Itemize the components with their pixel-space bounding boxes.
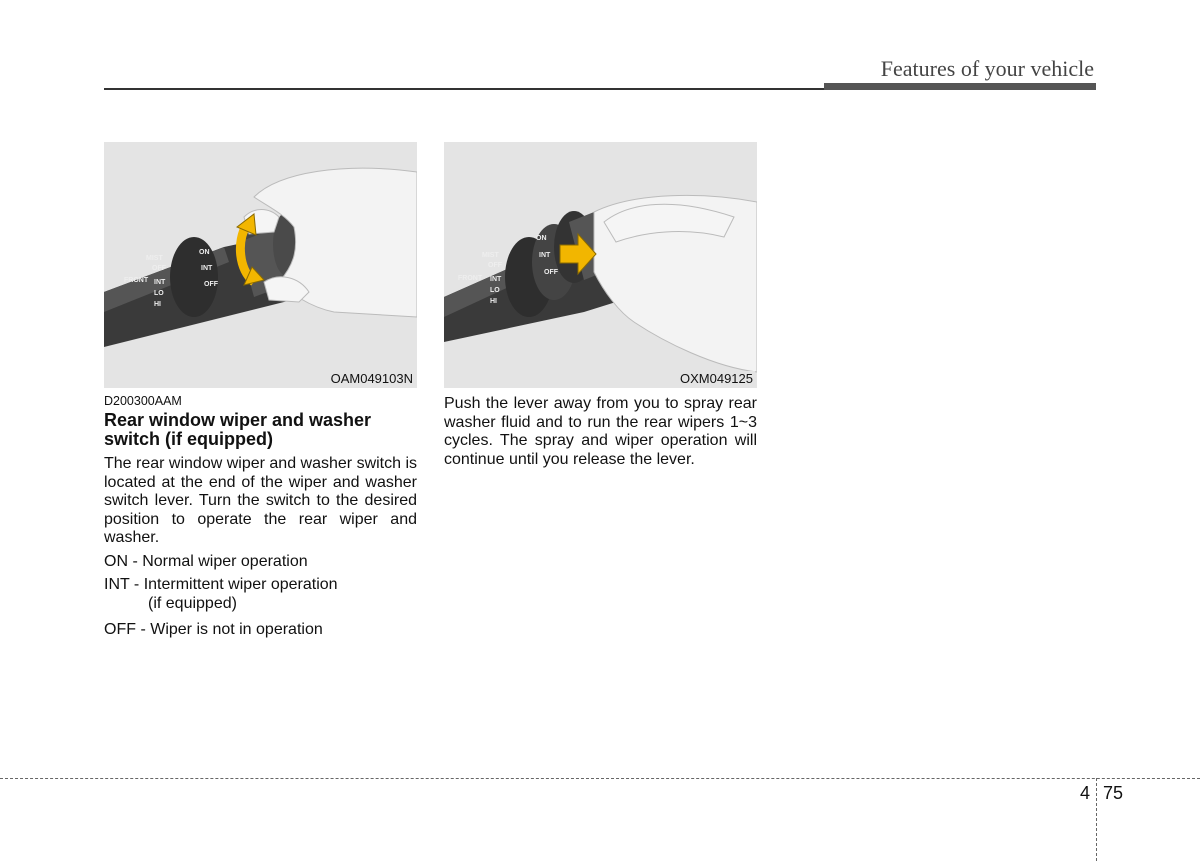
figure-code: OAM049103N xyxy=(330,371,413,386)
switch-label-int: INT xyxy=(201,265,213,272)
washer-description: Push the lever away from you to spray rear washer fluid and to run the rear wipers 1~3 cycles. The spray and wiper operation will continue until you release the lever. xyxy=(444,395,757,468)
section-heading: Rear window wiper and washer switch (if equipped) xyxy=(104,410,372,449)
chapter-number: 4 xyxy=(1080,783,1091,803)
switch-label-on: ON xyxy=(536,235,547,242)
dial-label-off: OFF xyxy=(488,262,502,269)
switch-label-off: OFF xyxy=(204,281,218,288)
figure-rear-washer-push xyxy=(444,142,757,388)
footer-divider xyxy=(1096,778,1097,861)
dial-label-off: OFF xyxy=(152,265,166,272)
page-number: 75 xyxy=(1103,783,1124,803)
section-code: D200300AAM xyxy=(104,394,182,408)
dial-label-hi: HI xyxy=(490,298,497,305)
dial-label-mist: MIST xyxy=(482,252,499,259)
switch-label-on: ON xyxy=(199,249,210,256)
wiper-lever-illustration xyxy=(104,142,417,388)
dial-label-mist: MIST xyxy=(146,255,163,262)
switch-label-int: INT xyxy=(539,252,551,259)
dial-label-front: FRONT xyxy=(124,277,149,284)
washer-lever-illustration xyxy=(444,142,757,388)
list-item-int-note: (if equipped) xyxy=(148,595,237,612)
section-intro: The rear window wiper and washer switch is located at the end of the wiper and washer switch lever. Turn the switch to the desired position to operate the rear wiper and washer. xyxy=(104,455,418,547)
dial-label-int: INT xyxy=(154,279,166,286)
header-title: Features of your vehicle xyxy=(880,56,1094,81)
figure-rear-wiper-switch xyxy=(104,142,417,388)
list-item-off: OFF - Wiper is not in operation xyxy=(104,621,323,638)
dial-label-lo: LO xyxy=(154,290,164,297)
header-rule xyxy=(104,88,824,90)
dial-label-lo: LO xyxy=(490,287,500,294)
list-item-on: ON - Normal wiper operation xyxy=(104,553,308,570)
dial-label-int: INT xyxy=(490,276,502,283)
list-item-int: INT - Intermittent wiper operation xyxy=(104,576,338,593)
dial-label-hi: HI xyxy=(154,301,161,308)
footer-rule xyxy=(0,778,1200,779)
switch-label-off: OFF xyxy=(544,269,558,276)
header-rule-accent xyxy=(824,83,1096,90)
dial-label-front: FRONT xyxy=(458,275,483,282)
figure-code: OXM049125 xyxy=(680,371,753,386)
